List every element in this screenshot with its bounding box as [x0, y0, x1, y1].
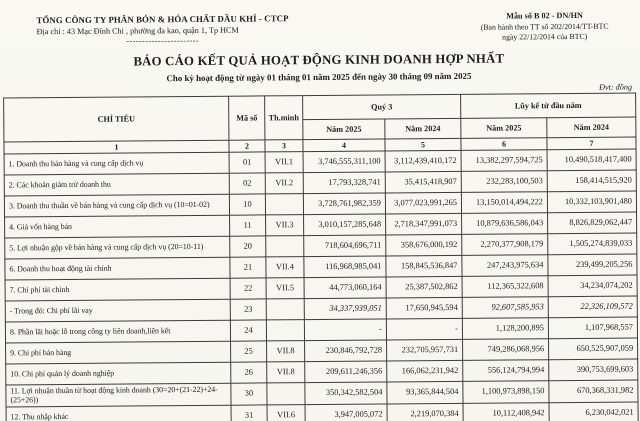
- row-ma-so: 01: [229, 152, 265, 173]
- row-thuyet-minh: VII.4: [266, 257, 304, 278]
- row-ma-so: 20: [230, 236, 266, 257]
- row-ma-so: 21: [230, 257, 266, 278]
- value-q3-2025: 3,947,005,072: [305, 404, 387, 421]
- value-lk-2024: 6,230,042,021: [549, 402, 638, 421]
- value-lk-2025: 10,112,408,942: [463, 402, 549, 421]
- col-number-1: 1: [4, 140, 229, 154]
- row-label: 4. Giá vốn hàng bán: [5, 215, 230, 238]
- col-header-q3-2024: Năm 2024: [385, 118, 461, 139]
- report-title: BÁO CÁO KẾT QUẢ HOẠT ĐỘNG KINH DOANH HỢP NHẤT: [133, 51, 505, 69]
- row-ma-so: 26: [231, 362, 267, 383]
- value-lk-2025: 92,607,585,953: [462, 297, 548, 319]
- col-number-2: 2: [229, 140, 265, 152]
- value-lk-2024: 34,234,074,202: [548, 275, 637, 297]
- value-lk-2025: 10,879,636,586,043: [462, 213, 548, 235]
- value-q3-2024: 158,845,536,847: [386, 255, 462, 277]
- row-label: 2. Các khoản giảm trừ doanh thu: [4, 173, 229, 196]
- row-label: 1. Doanh thu bán hàng và cung cấp dịch vụ: [4, 152, 229, 175]
- row-ma-so: 24: [230, 320, 266, 341]
- row-ma-so: 02: [229, 173, 265, 194]
- row-label: 11. Lợi nhuận thuần từ hoạt động kinh doanh (30=20+(21-22)+24-(25+26)): [6, 383, 231, 406]
- row-thuyet-minh: VII.5: [266, 278, 304, 299]
- row-label: 10. Chi phí quản lý doanh nghiệp: [6, 362, 231, 385]
- value-q3-2025: 230,846,792,728: [305, 340, 387, 362]
- col-header-lk-2024: Năm 2024: [547, 117, 636, 138]
- value-q3-2025: -: [304, 319, 386, 341]
- report-period: Cho kỳ hoạt động từ ngày 01 tháng 01 năm 2025 đến ngày 30 tháng 09 năm 2025: [166, 70, 472, 84]
- value-q3-2025: 34,337,939,051: [304, 298, 386, 320]
- row-ma-so: 23: [230, 299, 266, 320]
- value-lk-2025: 13,382,297,594,725: [461, 150, 547, 172]
- row-ma-so: 30: [231, 383, 267, 405]
- col-number-6: 6: [461, 138, 547, 151]
- value-lk-2025: 749,286,068,956: [463, 339, 549, 361]
- row-ma-so: 11: [230, 215, 266, 236]
- col-number-5: 5: [385, 138, 461, 151]
- company-address: Địa chỉ : 43 Mạc Đĩnh Chi , phường đa kao, quận 1, Tp HCM: [36, 25, 239, 37]
- value-lk-2025: 1,128,200,895: [462, 318, 548, 340]
- col-header-q3-2025: Năm 2025: [303, 119, 385, 140]
- col-header-chi-tieu: CHỈ TIÊU: [4, 96, 229, 142]
- value-q3-2024: 2,718,347,991,073: [386, 213, 462, 235]
- row-thuyet-minh: VII.3: [266, 215, 304, 236]
- row-ma-so: 25: [231, 341, 267, 362]
- table-header: [4, 93, 636, 154]
- value-lk-2025: 1,100,973,898,150: [463, 381, 549, 403]
- value-lk-2025: 112,365,322,608: [462, 276, 548, 298]
- value-lk-2024: 650,525,907,059: [549, 338, 638, 360]
- value-q3-2024: 35,415,418,907: [385, 171, 461, 193]
- row-thuyet-minh: VII.2: [265, 173, 303, 194]
- col-number-7: 7: [547, 137, 636, 150]
- value-q3-2025: 3,746,555,311,100: [303, 151, 385, 173]
- value-lk-2024: 239,499,205,256: [548, 254, 637, 276]
- row-label: 7. Chi phí tài chính: [5, 278, 230, 301]
- value-q3-2024: 232,705,957,731: [387, 339, 463, 361]
- value-lk-2024: 8,826,829,062,447: [548, 212, 637, 234]
- value-q3-2024: 3,112,439,410,172: [385, 150, 461, 172]
- row-label: 8. Phần lãi hoặc lỗ trong công ty liên doanh,liên kết: [5, 320, 230, 343]
- row-thuyet-minh: [267, 383, 305, 405]
- row-label: 5. Lợi nhuận gộp về bán hàng và cung cấp dịch vụ (20=10-11): [5, 236, 230, 259]
- value-lk-2025: 232,283,100,503: [461, 171, 547, 193]
- value-lk-2024: 158,414,515,920: [547, 170, 636, 192]
- form-number: Mẫu số B 02 - DN/HN: [506, 10, 583, 21]
- col-number-3: 3: [265, 140, 303, 152]
- value-q3-2024: 93,365,844,504: [387, 381, 463, 403]
- value-q3-2025: 3,728,761,982,359: [303, 193, 385, 215]
- value-q3-2025: 209,611,246,356: [305, 361, 387, 383]
- col-header-luy-ke: Lũy kế từ đầu năm: [461, 93, 636, 118]
- row-thuyet-minh: [265, 194, 303, 215]
- company-block: [36, 13, 288, 46]
- value-lk-2025: 2,270,377,908,179: [462, 234, 548, 256]
- row-label: - Trong đó: Chi phí lãi vay: [5, 299, 230, 322]
- row-thuyet-minh: VII.8: [267, 341, 305, 362]
- row-ma-so: 22: [230, 278, 266, 299]
- row-thuyet-minh: [266, 299, 304, 320]
- col-header-thuyet-minh: Th.minh: [265, 96, 303, 140]
- row-thuyet-minh: VII.8: [267, 362, 305, 383]
- value-q3-2025: 44,773,060,164: [304, 277, 386, 299]
- value-q3-2025: 718,604,696,711: [304, 235, 386, 257]
- value-q3-2024: 2,219,070,384: [387, 403, 463, 421]
- form-issued-line2: ngày 22/12/2014 của BTC): [502, 31, 588, 42]
- value-lk-2024: 390,753,699,603: [549, 359, 638, 381]
- row-thuyet-minh: [266, 236, 304, 257]
- value-q3-2024: 166,062,231,942: [387, 360, 463, 382]
- col-header-lk-2025: Năm 2025: [461, 118, 547, 139]
- row-label: 6. Doanh thu hoạt động tài chính: [5, 257, 230, 280]
- value-lk-2024: 1,505,274,839,033: [548, 233, 637, 255]
- value-lk-2025: 247,243,975,634: [462, 255, 548, 277]
- value-lk-2025: 13,150,014,494,222: [461, 192, 547, 214]
- value-q3-2025: 116,968,985,041: [304, 256, 386, 278]
- income-statement-table: [3, 93, 639, 421]
- row-label: 9. Chi phí bán hàng: [6, 341, 231, 364]
- row-label: 3. Doanh thu thuần về bán hàng và cung cấp dịch vụ (10=01-02): [4, 194, 229, 217]
- value-q3-2025: 350,342,582,504: [305, 382, 387, 404]
- value-lk-2024: 22,326,109,572: [548, 296, 637, 318]
- col-header-quy3: Quý 3: [303, 94, 461, 119]
- unit-label: Đvt: đồng: [599, 82, 633, 92]
- value-q3-2024: 3,077,023,991,265: [385, 192, 461, 214]
- value-lk-2024: 10,332,103,901,480: [547, 191, 636, 213]
- row-ma-so: 31: [231, 405, 267, 421]
- document-header: [0, 0, 639, 47]
- form-issued-line1: (Ban hành theo TT số 202/2014/TT-BTC: [480, 21, 609, 32]
- value-q3-2025: 17,793,328,741: [303, 172, 385, 194]
- value-lk-2024: 10,490,518,417,400: [547, 149, 636, 171]
- value-q3-2024: 17,650,945,594: [386, 297, 462, 319]
- form-block: [481, 11, 613, 43]
- value-q3-2025: 3,010,157,285,648: [304, 214, 386, 236]
- col-number-4: 4: [303, 139, 385, 152]
- company-name: TỔNG CÔNG TY PHÂN BÓN & HÓA CHẤT DẦU KHÍ - CTCP: [36, 13, 289, 26]
- value-q3-2024: -: [386, 318, 462, 340]
- row-ma-so: 10: [229, 194, 265, 215]
- row-thuyet-minh: VII.6: [267, 404, 305, 421]
- value-lk-2024: 670,368,331,982: [549, 380, 638, 402]
- value-lk-2024: 1,107,968,557: [548, 317, 637, 339]
- row-label: 12. Thu nhập khác: [6, 405, 231, 421]
- value-q3-2024: 25,387,502,862: [386, 276, 462, 298]
- table-body: [4, 149, 638, 421]
- value-q3-2024: 358,676,000,192: [386, 234, 462, 256]
- row-thuyet-minh: [266, 320, 304, 341]
- row-thuyet-minh: VII.1: [265, 152, 303, 173]
- col-header-ma-so: Mã số: [229, 96, 265, 140]
- value-lk-2025: 556,124,794,994: [463, 360, 549, 382]
- separator-dashes: -----------------------: [126, 35, 200, 46]
